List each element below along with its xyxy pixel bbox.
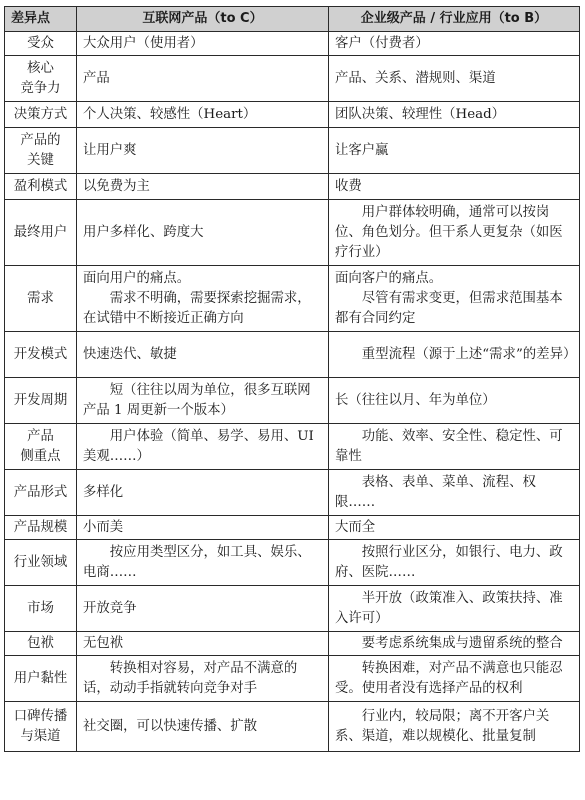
row-dimension: 开发模式 <box>5 332 77 378</box>
row-to-c: 用户体验（简单、易学、易用、UI 美观……） <box>77 424 329 470</box>
row-dimension: 开发周期 <box>5 378 77 424</box>
table-row <box>5 128 580 174</box>
row-dimension-text: 核心 竞争力 <box>20 60 61 96</box>
row-to-c: 个人决策、较感性（Heart） <box>77 102 329 128</box>
comparison-table-container <box>4 6 579 752</box>
row-dimension: 受众 <box>5 32 77 56</box>
row-to-c: 用户多样化、跨度大 <box>77 200 329 266</box>
row-to-b: 重型流程（源于上述“需求”的差异） <box>329 332 580 378</box>
row-to-b: 团队决策、较理性（Head） <box>329 102 580 128</box>
comparison-table <box>4 6 580 752</box>
row-to-b: 收费 <box>329 174 580 200</box>
table-row <box>5 424 580 470</box>
table-row <box>5 32 580 56</box>
table-row <box>5 470 580 516</box>
table-row <box>5 702 580 752</box>
row-dimension: 产品形式 <box>5 470 77 516</box>
table-row <box>5 378 580 424</box>
table-row <box>5 656 580 702</box>
table-row <box>5 200 580 266</box>
row-to-b: 要考虑系统集成与遗留系统的整合 <box>329 632 580 656</box>
row-to-b: 行业内，较局限；离不开客户关系、渠道，难以规模化、批量复制 <box>329 702 580 752</box>
row-to-c <box>77 266 329 332</box>
row-dimension-text: 口碑传播 与渠道 <box>13 708 68 744</box>
row-to-b <box>329 266 580 332</box>
header-dimension: 差异点 <box>5 7 77 32</box>
row-to-c: 以免费为主 <box>77 174 329 200</box>
row-to-c: 多样化 <box>77 470 329 516</box>
row-to-c: 转换相对容易，对产品不满意的话，动动手指就转向竞争对手 <box>77 656 329 702</box>
row-to-b: 按照行业区分，如银行、电力、政府、医院…… <box>329 540 580 586</box>
row-to-c: 小而美 <box>77 516 329 540</box>
row-to-b: 表格、表单、菜单、流程、权限…… <box>329 470 580 516</box>
row-dimension: 市场 <box>5 586 77 632</box>
table-row <box>5 332 580 378</box>
to-c-line-2: 需求不明确，需要探索挖掘需求，在试错中不断接近正确方向 <box>83 290 311 326</box>
table-row <box>5 586 580 632</box>
row-to-b: 大而全 <box>329 516 580 540</box>
row-to-b: 半开放（政策准入、政策扶持、准入许可） <box>329 586 580 632</box>
table-row <box>5 56 580 102</box>
row-to-b: 客户（付费者） <box>329 32 580 56</box>
row-dimension: 行业领域 <box>5 540 77 586</box>
row-dimension: 决策方式 <box>5 102 77 128</box>
table-row <box>5 540 580 586</box>
row-to-c: 无包袱 <box>77 632 329 656</box>
row-to-c: 快速迭代、敏捷 <box>77 332 329 378</box>
row-to-c: 产品 <box>77 56 329 102</box>
header-to-b: 企业级产品 / 行业应用（to B） <box>329 7 580 32</box>
row-dimension-text: 产品的 关键 <box>20 132 61 168</box>
row-to-b: 产品、关系、潜规则、渠道 <box>329 56 580 102</box>
table-row <box>5 632 580 656</box>
row-to-c: 大众用户（使用者） <box>77 32 329 56</box>
header-to-c: 互联网产品（to C） <box>77 7 329 32</box>
row-to-c: 短（往往以周为单位，很多互联网产品 1 周更新一个版本） <box>77 378 329 424</box>
row-dimension: 最终用户 <box>5 200 77 266</box>
row-dimension: 包袱 <box>5 632 77 656</box>
row-dimension <box>5 424 77 470</box>
table-body <box>5 32 580 752</box>
row-dimension: 产品规模 <box>5 516 77 540</box>
row-dimension <box>5 702 77 752</box>
row-to-b: 功能、效率、安全性、稳定性、可靠性 <box>329 424 580 470</box>
row-to-c: 开放竞争 <box>77 586 329 632</box>
row-dimension: 盈利模式 <box>5 174 77 200</box>
row-dimension-text: 产品 侧重点 <box>20 428 61 464</box>
row-to-b: 用户群体较明确，通常可以按岗位、角色划分。但干系人更复杂（如医疗行业） <box>329 200 580 266</box>
row-dimension <box>5 56 77 102</box>
row-to-c: 社交圈，可以快速传播、扩散 <box>77 702 329 752</box>
row-to-c: 按应用类型区分，如工具、娱乐、电商…… <box>77 540 329 586</box>
to-c-line-1: 面向用户的痛点。 <box>83 270 191 286</box>
table-row <box>5 266 580 332</box>
row-dimension: 用户黏性 <box>5 656 77 702</box>
row-dimension: 需求 <box>5 266 77 332</box>
row-to-c: 让用户爽 <box>77 128 329 174</box>
to-b-line-2: 尽管有需求变更，但需求范围基本都有合同约定 <box>335 290 563 326</box>
row-to-b: 让客户赢 <box>329 128 580 174</box>
table-row <box>5 102 580 128</box>
to-b-line-1: 面向客户的痛点。 <box>335 270 443 286</box>
row-dimension <box>5 128 77 174</box>
table-header-row <box>5 7 580 32</box>
table-row <box>5 174 580 200</box>
row-to-b: 转换困难，对产品不满意也只能忍受。使用者没有选择产品的权利 <box>329 656 580 702</box>
table-row <box>5 516 580 540</box>
row-to-b: 长（往往以月、年为单位） <box>329 378 580 424</box>
